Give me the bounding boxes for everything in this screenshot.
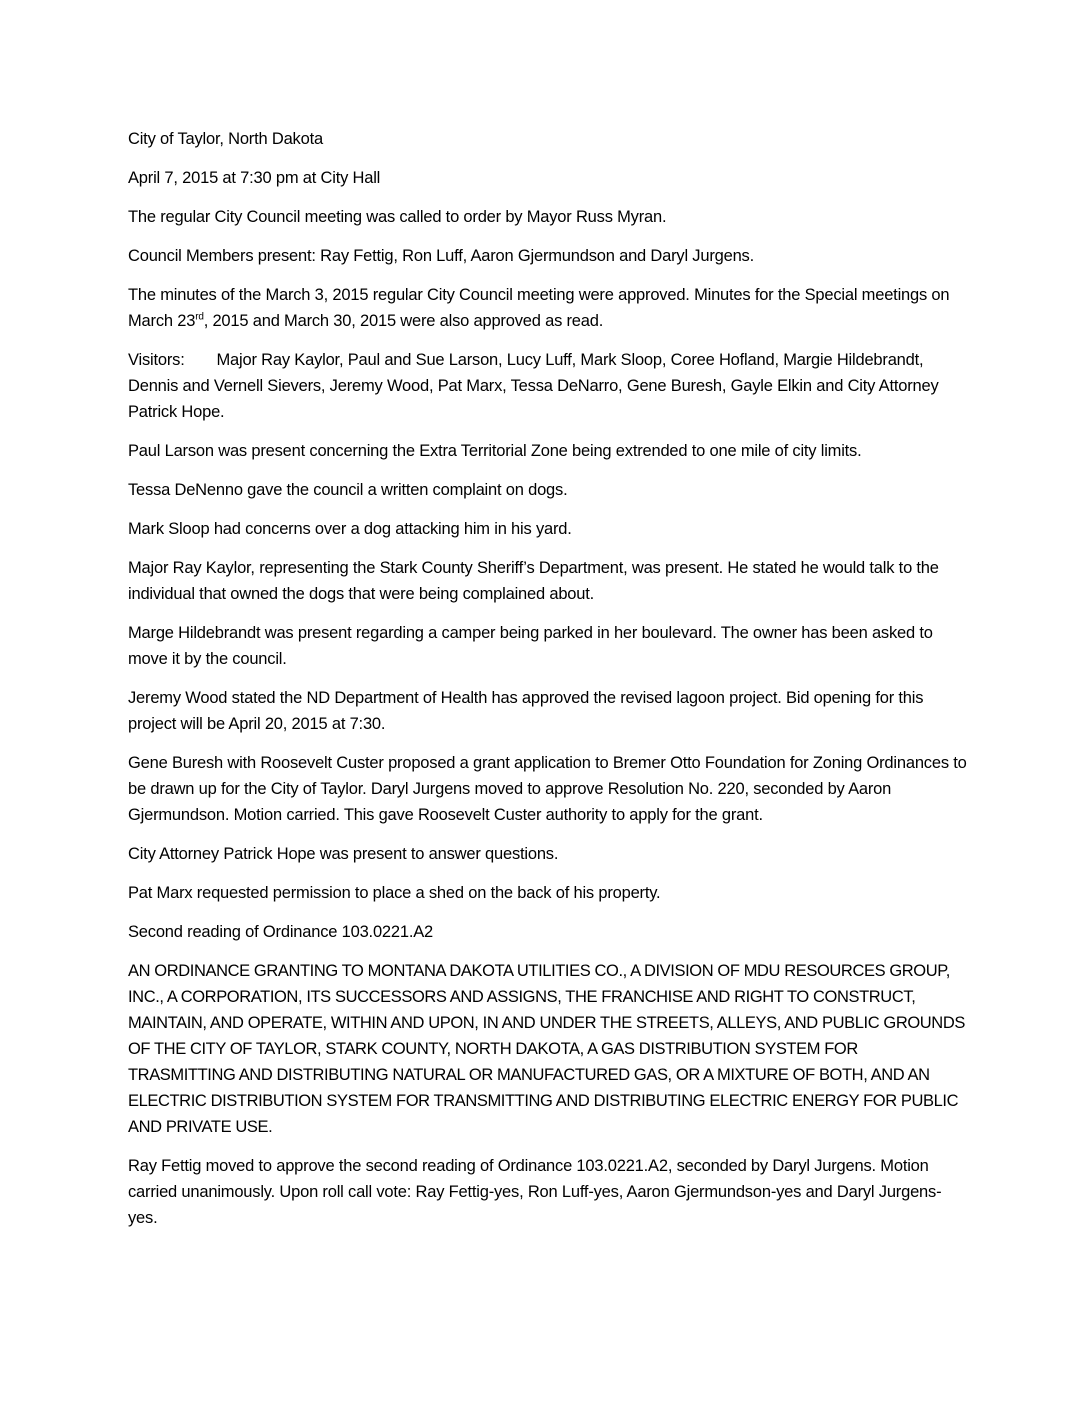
vote-paragraph: Ray Fettig moved to approve the second reading of Ordinance 103.0221.A2, seconded by Daryl Jurgens. Motion carried unanimously. Upon roll call vote: Ray Fettig-yes, Ron Luff-yes, Aaron Gjermundson-yes and Daryl Jurgens-yes. bbox=[128, 1157, 942, 1227]
members-present: Council Members present: Ray Fettig, Ron Luff, Aaron Gjermundson and Daryl Jurgens. bbox=[128, 247, 754, 265]
second-reading-heading: Second reading of Ordinance 103.0221.A2 bbox=[128, 923, 434, 941]
visitors-label: Visitors: bbox=[128, 351, 185, 369]
denenno-paragraph: Tessa DeNenno gave the council a written complaint on dogs. bbox=[128, 481, 568, 499]
call-to-order: The regular City Council meeting was called to order by Mayor Russ Myran. bbox=[128, 208, 667, 226]
approval-text-1: The minutes of the March 3, 2015 regular City Council meeting were approved. Minutes for the Special meetings on March 23 bbox=[128, 286, 950, 330]
hope-paragraph: City Attorney Patrick Hope was present to answer questions. bbox=[128, 845, 559, 863]
sloop-paragraph: Mark Sloop had concerns over a dog attacking him in his yard. bbox=[128, 520, 572, 538]
meeting-date: April 7, 2015 at 7:30 pm at City Hall bbox=[128, 169, 381, 187]
minutes-approval bbox=[128, 282, 968, 334]
minutes-body bbox=[128, 126, 968, 1244]
visitors-list: Major Ray Kaylor, Paul and Sue Larson, Lucy Luff, Mark Sloop, Coree Hofland, Margie Hildebrandt, Dennis and Vernell Sievers, Jeremy Wood, Pat Marx, Tessa DeNarro, Gene Buresh, Gayle Elkin and City Attorney Patrick Hope. bbox=[128, 351, 939, 421]
approval-text-2: , 2015 and March 30, 2015 were also approved as read. bbox=[203, 312, 604, 330]
hildebrandt-paragraph: Marge Hildebrandt was present regarding a camper being parked in her boulevard. The owner has been asked to move it by the council. bbox=[128, 624, 933, 668]
buresh-paragraph: Gene Buresh with Roosevelt Custer proposed a grant application to Bremer Otto Foundation for Zoning Ordinances to be drawn up for the City of Taylor. Daryl Jurgens moved to approve Resolution No. 220, seconded by Aaron Gjermundson. Motion carried. This gave Roosevelt Custer authority to apply for the grant. bbox=[128, 754, 967, 824]
visitors-paragraph bbox=[128, 347, 968, 425]
city-heading: City of Taylor, North Dakota bbox=[128, 130, 323, 148]
kaylor-paragraph: Major Ray Kaylor, representing the Stark County Sheriff’s Department, was present. He stated he would talk to the individual that owned the dogs that were being complained about. bbox=[128, 559, 939, 603]
ordinance-text: AN ORDINANCE GRANTING TO MONTANA DAKOTA UTILITIES CO., A DIVISION OF MDU RESOURCES GROUP, INC., A CORPORATION, ITS SUCCESSORS AND ASSIGNS, THE FRANCHISE AND RIGHT TO CONSTRUCT, MAINTAIN, AND OPERATE, WITHIN AND UPON, IN AND UNDER THE STREETS, ALLEYS, AND PUBLIC GROUNDS OF THE CITY OF TAYLOR, STARK COUNTY, NORTH DAKOTA, A GAS DISTRIBUTION SYSTEM FOR TRASMITTING AND DISTRIBUTING NATURAL OR MANUFACTURED GAS, OR A MIXTURE OF BOTH, AND AN ELECTRIC DISTRIBUTION SYSTEM FOR TRANSMITTING AND DISTRIBUTING ELECTRIC ENERGY FOR PUBLIC AND PRIVATE USE. bbox=[128, 962, 965, 1136]
wood-paragraph: Jeremy Wood stated the ND Department of Health has approved the revised lagoon project. Bid opening for this project will be April 20, 2015 at 7:30. bbox=[128, 689, 924, 733]
ordinal-suffix: rd bbox=[195, 311, 204, 323]
larson-paragraph: Paul Larson was present concerning the Extra Territorial Zone being extrended to one mile of city limits. bbox=[128, 442, 862, 460]
marx-paragraph: Pat Marx requested permission to place a shed on the back of his property. bbox=[128, 884, 661, 902]
